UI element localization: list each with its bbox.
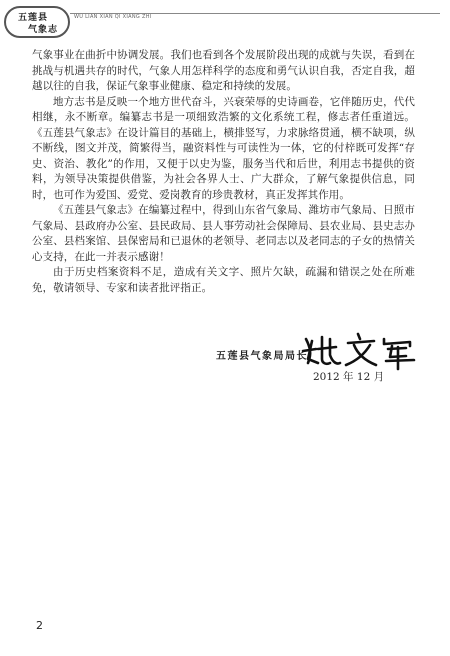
header-pinyin: WU LIAN XIAN QI XIANG ZHI <box>74 14 152 20</box>
paragraph-1: 气象事业在曲折中协调发展。我们也看到各个发展阶段出现的成就与失误，看到在挑战与机遇共存的时代，气象人用怎样科学的态度和勇气认识自我，否定自我，超越以往的自我，保证气象事业健康、稳定和持续的发展。 <box>32 49 415 92</box>
book-title-badge <box>4 6 70 38</box>
signature-date: 2012 年 12 月 <box>313 371 385 383</box>
signer-title: 五莲县气象局局长 <box>216 351 308 362</box>
preface-body <box>32 48 415 296</box>
paragraph-2: 地方志书是反映一个地方世代奋斗，兴衰荣辱的史诗画卷，它伴随历史，代代相继，永不断章。编纂志书是一项细致浩繁的文化系统工程，修志者任重道远。《五莲县气象志》在设计篇目的基础上，横排竖写，力求脉络贯通，横不缺项，纵不断线，图文并茂，简繁得当，融资料性与可读性为一体，它的付梓既可发挥“存史、资治、教化”的作用，又便于以史为鉴，服务当代和后世，利用志书提供的资料，为领导决策提供借鉴，为社会各界人士、广大群众，了解气象提供信息，同时，也可作为爱国、爱党、爱岗教育的珍贵教材，真正发挥其作用。 <box>32 95 415 201</box>
paragraph-3: 《五莲县气象志》在编纂过程中，得到山东省气象局、潍坊市气象局、日照市气象局、县政府办公室、县民政局、县人事劳动社会保障局、县农业局、县史志办公室、县档案馆、县保密局和已退休的老领导、老同志以及老同志的子女的热情关心支持，在此一并表示感谢！ <box>32 204 415 263</box>
paragraph-4: 由于历史档案资料不足，造成有关文字、照片欠缺，疏漏和错误之处在所难免，敬请领导、专家和读者批评指正。 <box>32 266 415 294</box>
signature-block <box>0 333 450 393</box>
badge-title-line2: 气象志 <box>28 25 59 35</box>
handwritten-signature <box>300 329 420 371</box>
page-header <box>0 0 450 44</box>
badge-title-line1: 五莲县 <box>18 13 49 23</box>
page-number: 2 <box>36 619 43 632</box>
